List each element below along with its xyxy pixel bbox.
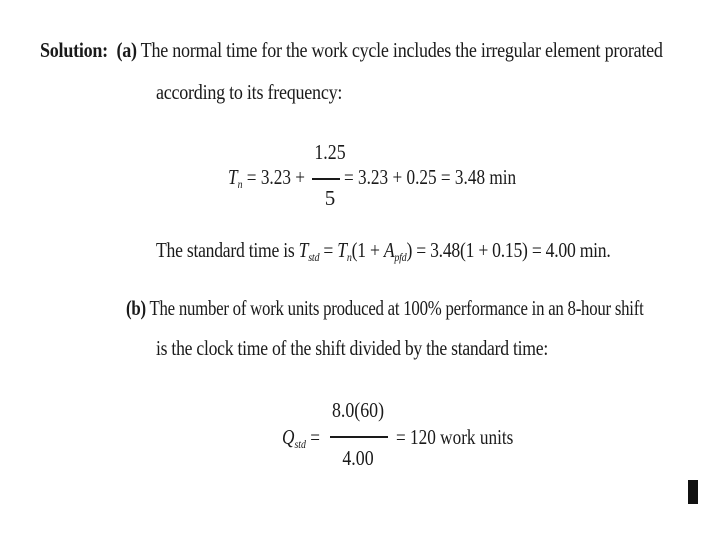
equation-normal-time-lhs	[228, 165, 305, 192]
eq2-sub-std: std	[294, 437, 306, 451]
std-var-t: T	[298, 238, 309, 262]
equation-units-lhs	[282, 425, 320, 452]
std-paren: (1 +	[351, 238, 384, 262]
std-mid: =	[319, 238, 338, 262]
eq1-var-t: T	[228, 165, 238, 189]
std-rhs: ) = 3.48(1 + 0.15) = 4.00 min.	[406, 238, 611, 262]
margin-mark	[688, 480, 698, 504]
part-b-label: (b)	[126, 296, 146, 320]
part-a-label: (a)	[116, 38, 137, 62]
eq1-rhs: = 3.23 + 0.25 = 3.48 min	[344, 165, 517, 189]
part-a-text-line2: according to its frequency:	[156, 80, 343, 104]
eq2-var-q: Q	[282, 425, 295, 449]
eq1-denominator: 5	[324, 186, 336, 210]
std-text: The standard time is	[156, 238, 299, 262]
std-sub3: pfd	[394, 250, 407, 264]
eq1-term1: = 3.23 +	[246, 165, 305, 189]
solution-line-1	[40, 38, 663, 63]
eq2-numerator: 8.0(60)	[331, 398, 385, 422]
eq2-denominator: 4.00	[342, 446, 374, 470]
std-var-a: A	[383, 238, 395, 262]
std-var-t2: T	[337, 238, 347, 262]
eq2-eq-sign: =	[310, 425, 320, 449]
solution-label: Solution:	[40, 38, 108, 62]
part-b-text-line2: is the clock time of the shift divided by the standard time:	[156, 336, 548, 360]
eq2-fraction-bar	[330, 436, 388, 438]
eq1-numerator: 1.25	[314, 140, 346, 164]
eq1-sub-n: n	[237, 177, 243, 191]
part-b-line1	[126, 296, 644, 321]
standard-time-line	[156, 238, 611, 265]
part-a-text-line1: The normal time for the work cycle includes the irregular element prorated	[140, 38, 663, 62]
part-b-text-line1: The number of work units produced at 100% performance in an 8-hour shift	[149, 296, 644, 320]
std-sub: std	[308, 250, 320, 264]
std-sub2: n	[346, 250, 352, 264]
eq1-fraction-bar	[312, 178, 340, 180]
eq2-rhs: = 120 work units	[396, 425, 514, 449]
